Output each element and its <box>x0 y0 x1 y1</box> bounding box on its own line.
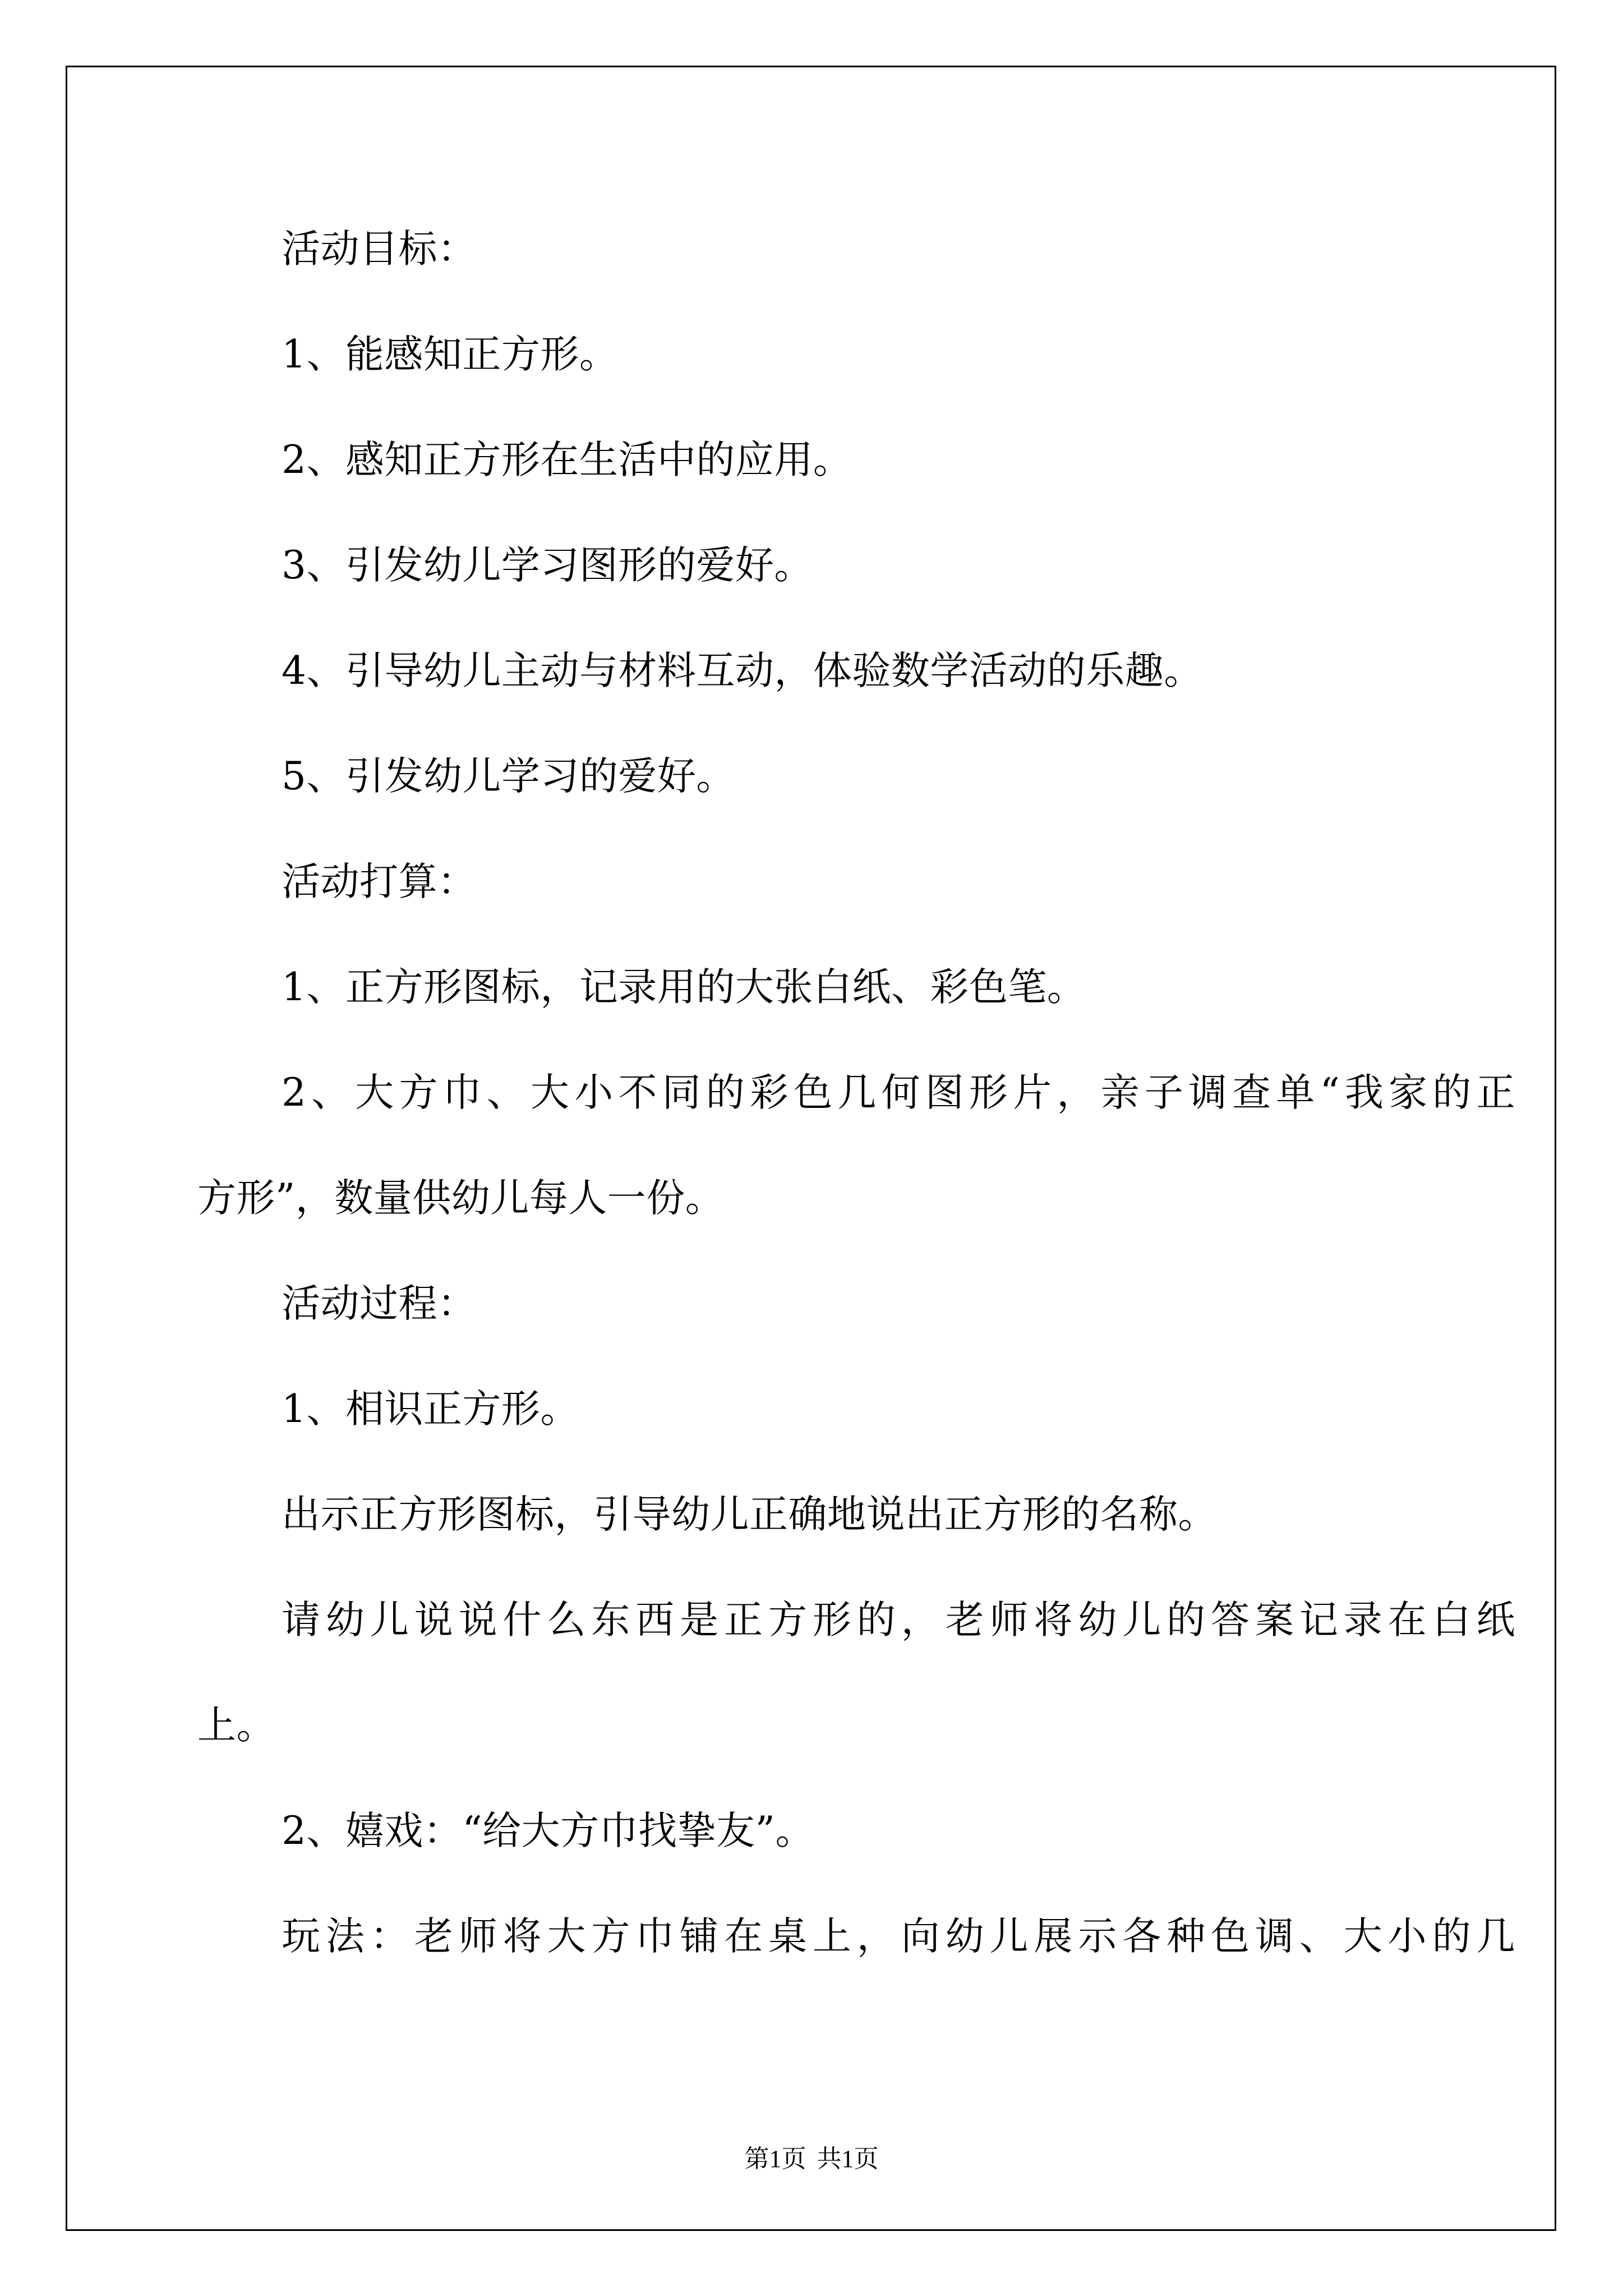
paragraph: 出示正方形图标，引导幼儿正确地说出正方形的名称。 <box>282 1492 1217 1537</box>
paragraph: 请幼儿说说什么东西是正方形的，老师将幼儿的答案记录在白纸 <box>282 1598 1515 1642</box>
paragraph-continuation: 上。 <box>197 1703 275 1748</box>
paragraph-continuation: 方形”，数量供幼儿每人一份。 <box>197 1176 725 1221</box>
paragraph: 1、能感知正方形。 <box>282 332 619 377</box>
paragraph: 2、感知正方形在生活中的应用。 <box>282 438 852 482</box>
paragraph: 玩法：老师将大方巾铺在桌上，向幼儿展示各种色调、大小的几 <box>282 1914 1515 1959</box>
paragraph: 5、引发幼儿学习的爱好。 <box>282 754 735 799</box>
page-footer <box>0 2138 1623 2174</box>
heading-activity-preparation: 活动打算： <box>282 859 477 904</box>
heading-activity-goals: 活动目标： <box>282 227 477 272</box>
page-number: 第1页 <box>744 2145 806 2173</box>
paragraph: 1、正方形图标，记录用的大张白纸、彩色笔。 <box>282 965 1086 1010</box>
page-total: 共1页 <box>817 2145 879 2173</box>
paragraph: 1、相识正方形。 <box>282 1387 579 1432</box>
page-border <box>66 66 1556 2231</box>
paragraph: 4、引导幼儿主动与材料互动，体验数学活动的乐趣。 <box>282 648 1203 693</box>
heading-activity-process: 活动过程： <box>282 1281 477 1326</box>
paragraph: 2、大方巾、大小不同的彩色几何图形片，亲子调查单“我家的正 <box>282 1070 1515 1115</box>
paragraph: 3、引发幼儿学习图形的爱好。 <box>282 543 813 588</box>
paragraph: 2、嬉戏：“给大方巾找挚友”。 <box>282 1809 814 1853</box>
